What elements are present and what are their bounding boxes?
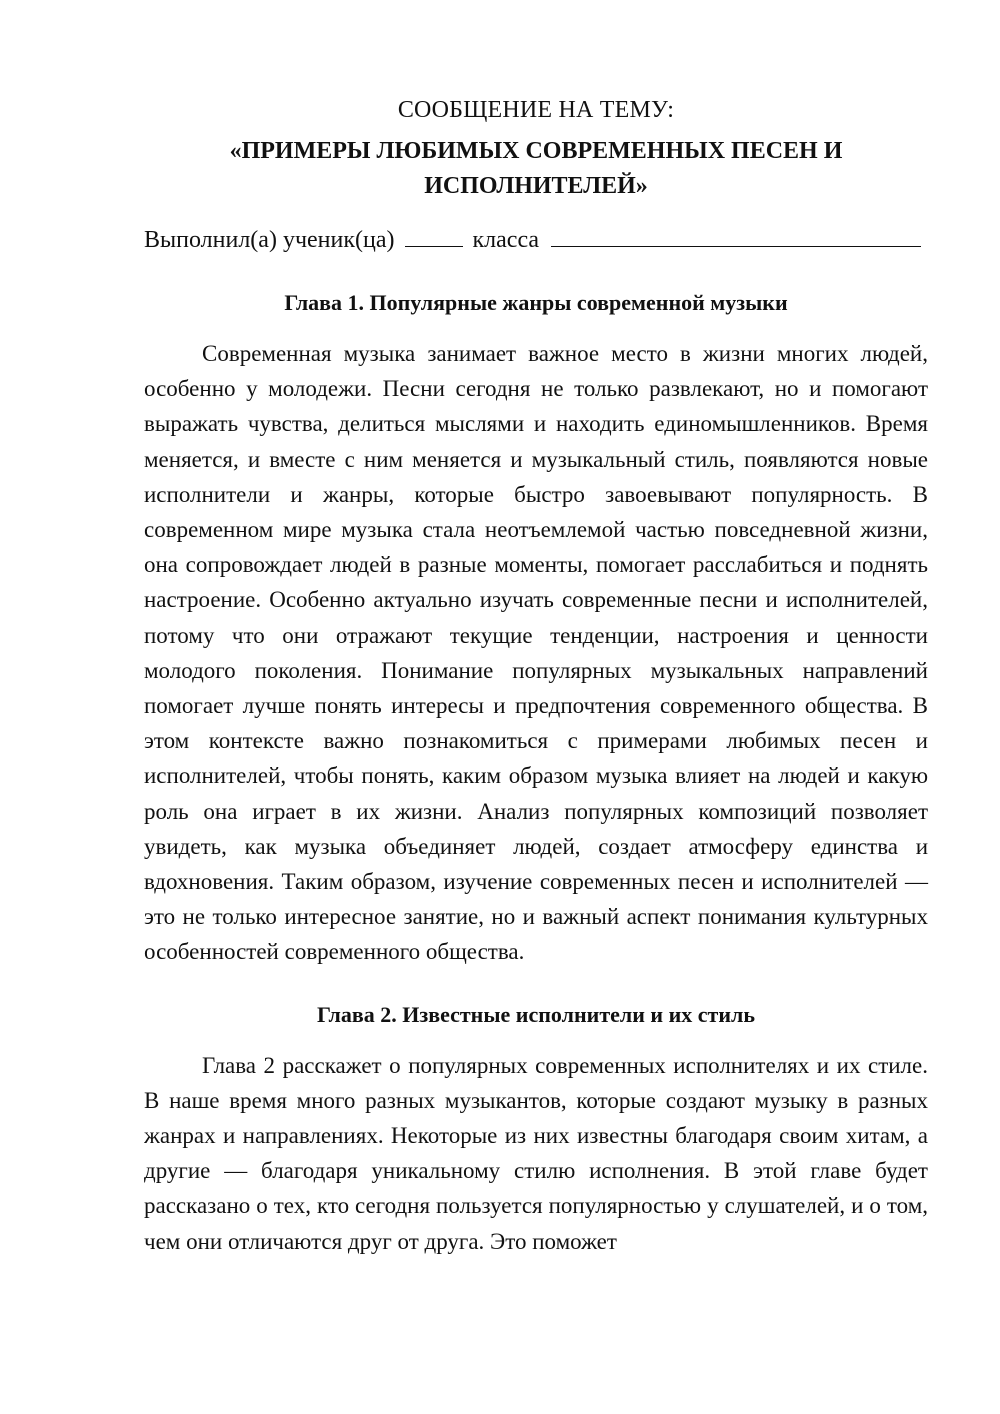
signature-line (144, 222, 928, 258)
student-name-blank (551, 222, 921, 247)
document-title: «ПРИМЕРЫ ЛЮБИМЫХ СОВРЕМЕННЫХ ПЕСЕН И ИСПОЛНИТЕЛЕЙ» (229, 138, 843, 199)
chapter-2-heading: Глава 2. Известные исполнители и их стиль (317, 1001, 755, 1027)
chapter-1-paragraph: Современная музыка занимает важное место в жизни многих людей, особенно у молодежи. Песни сегодня не только развлекают, но и помогают выражать чувства, делиться мыслями и находить единомышленников. Время меняется, и вместе с ним меняется и музыкальный стиль, появляются новые исполнители и жанры, которые быстро завоевывают популярность. В современном мире музыка стала неотъемлемой частью повседневной жизни, она сопровождает людей в разные моменты, помогает расслабиться и поднять настроение. Особенно актуально изучать современные песни и исполнителей, потому что они отражают текущие тенденции, настроения и ценности молодого поколения. Понимание популярных музыкальных направлений помогает лучше понять интересы и предпочтения современного общества. В этом контексте важно познакомиться с примерами любимых песен и исполнителей, чтобы понять, каким образом музыка влияет на людей и какую роль она играет в их жизни. Анализ популярных композиций позволяет увидеть, как музыка объединяет людей, создает атмосферу единства и вдохновения. Таким образом, изучение современных песен и исполнителей — это не только интересное занятие, но и важный аспект понимания культурных особенностей современного общества. (144, 341, 928, 965)
signature-middle: класса (472, 227, 540, 253)
chapter-1-heading: Глава 1. Популярные жанры современной музыки (284, 290, 788, 315)
document-content (144, 92, 928, 1260)
chapter-2-paragraph: Глава 2 расскажет о популярных современных исполнителях и их стиле. В наше время много разных музыкантов, которые создают музыку в разных жанрах и направлениях. Некоторые из них известны благодаря своим хитам, а другие — благодаря уникальному стилю исполнения. В этой главе будет рассказано о тех, кто сегодня пользуется популярностью у слушателей, и о том, чем они отличаются друг от друга. Это поможет (144, 1052, 928, 1254)
signature-prefix: Выполнил(а) ученик(ца) (144, 227, 395, 253)
document-subject: СООБЩЕНИЕ НА ТЕМУ: (397, 97, 675, 123)
class-number-blank (405, 222, 463, 247)
